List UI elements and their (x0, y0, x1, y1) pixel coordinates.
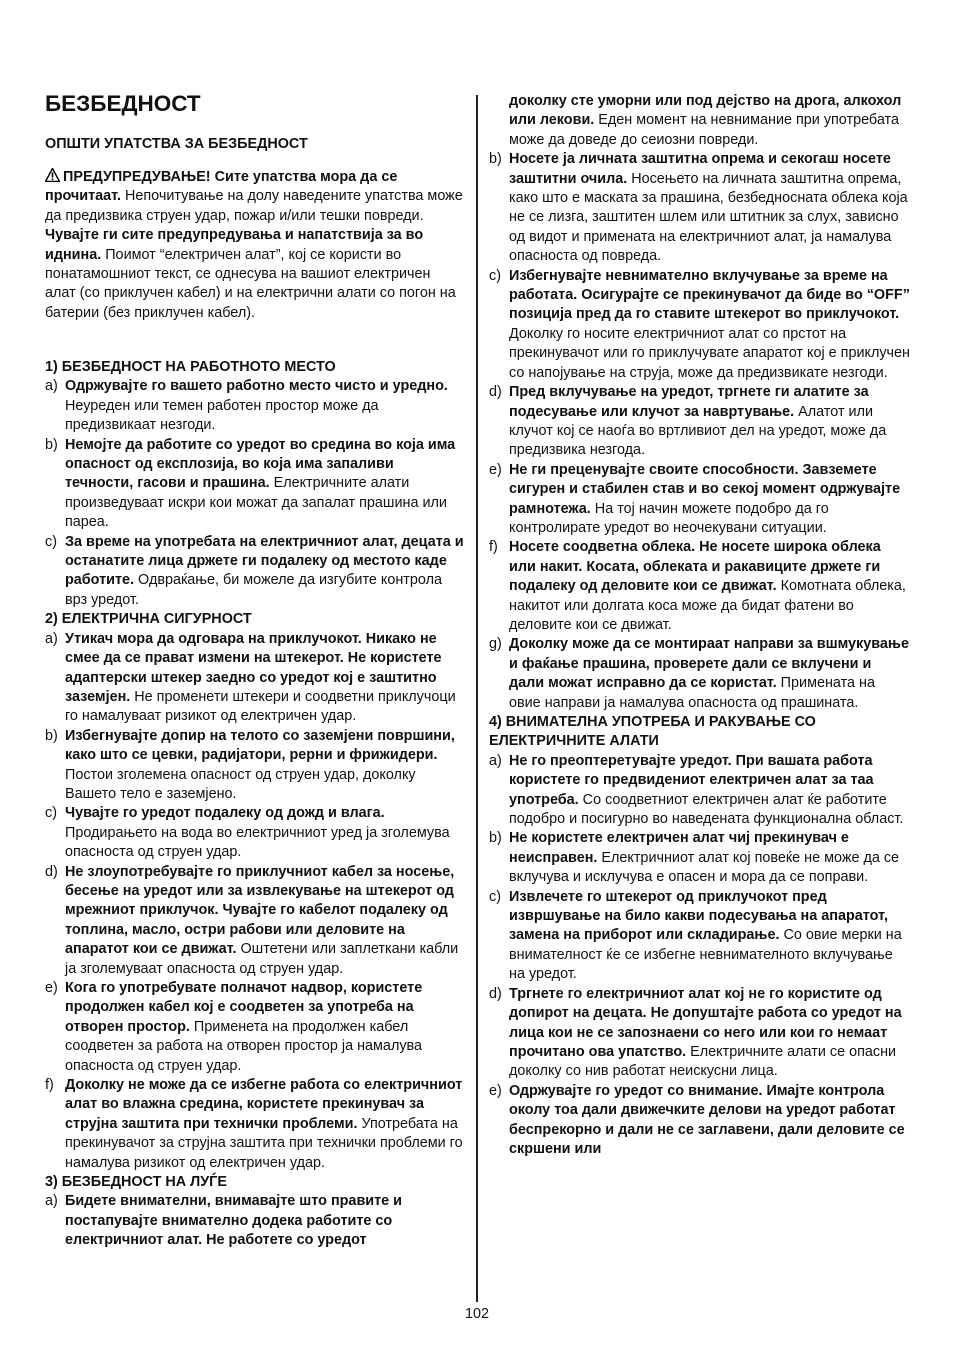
list-item-text: Носењето на личната заштитна опрема, како што е маската за прашина, безбедносната облека која не се лизга, заштитен шлем или штитник за слух, зависно од видот и примената на електричниот алат, ја намалува опасноста од повреда. (509, 170, 908, 265)
list-item-text: Употребата на прекинувачот за струјна заштита при технички проблеми го намалува ризикот од електричен удар. (65, 1115, 463, 1171)
list-item-label: c) (489, 267, 501, 284)
list-item-bold-text: Не користете електричен алат чиј прекинувач е неисправен. (509, 830, 849, 866)
list-item-label: a) (45, 630, 58, 647)
right-column (489, 92, 910, 1159)
section-subtitle: ОПШТИ УПАТСТВА ЗА БЕЗБЕДНОСТ (45, 136, 308, 152)
list-item-label: c) (45, 805, 57, 822)
list-item-bold-text: Избегнувајте невнимателно вклучување за време на работата. Осигурајте се прекинувачот да биде во “OFF” позиција пред да го ставите штекерот во приклучокот. (509, 267, 910, 323)
list-item (45, 1076, 465, 1173)
list-item-bold-text: Немојте да работите со уредот во средина во која има опасност од експлозија, во која има запаливи течности, гасови и прашина. (65, 436, 456, 492)
section-heading: 2) ЕЛЕКТРИЧНА СИГУРНОСТ (45, 611, 252, 628)
list-item-bold-text: Чувајте го уредот подалеку од дожд и влага. (65, 805, 385, 822)
list-item-label: e) (45, 980, 58, 996)
list-item (489, 635, 910, 713)
list-item-label: b) (489, 151, 502, 168)
list-item (489, 538, 910, 635)
list-item-bold-text: Одржувајте го вашето работно место чисто и уредно. (65, 378, 448, 395)
list-item-label: g) (489, 636, 502, 653)
list-item-label: d) (489, 985, 502, 1002)
list-item-continued: доколку сте уморни или под дејство на дрога, алкохол или лекови. Еден момент на невнимание при употребата може да доведе до сеиозни повреди. (509, 93, 902, 148)
list-item-text: Применета на продолжен кабел соодветен за работа на отворен простор ја намалува опасноста од струен удар. (65, 1018, 423, 1074)
list-item (489, 383, 910, 461)
list-item (45, 804, 465, 862)
list-item-text: Примената на овие направи ја намалува опасноста од прашината. (509, 675, 875, 711)
list-item-text: Комотната облека, накитот или долгата коса може да бидат фатени во деловите кои се движат. (509, 578, 906, 633)
list-item (45, 979, 465, 1076)
list-item-text: Одвраќање, би можеле да изгубите контрола врз уредот. (65, 572, 442, 608)
list-item-bold-text: Тргнете го електричниот алат кој не го користите од допирот на децата. Не допуштајте работа со уредот на лица кои не се запознаени со него или кои го немаат прочитано ова упатство. (509, 985, 902, 1060)
list-item-label: f) (45, 1077, 54, 1094)
list-item (489, 829, 910, 887)
list-item (489, 888, 910, 985)
list-item-bold-text: Не го преоптеретувајте уредот. При вашата работа користете го предвидениот електричен алат за таа употреба. (509, 752, 874, 808)
list-item-text: Електричните алати произведуваат искри кои можат да запалат прашина или пареа. (65, 475, 447, 531)
list-item-label: a) (45, 378, 58, 395)
list-item (489, 150, 910, 266)
list-item (489, 267, 910, 383)
list-item (489, 752, 910, 830)
list-item-bold-text: Избегнувајте допир на телото со заземјени површини, како што се цевки, радијатори, рерни и фрижидери. (65, 727, 455, 764)
list-item-bold-text: Извлечете го штекерот од приклучокот пред извршување на било какви подесувања на апаратот, замена на приборот или складирање. (509, 888, 888, 944)
list-item-bold-text: Утикач мора да одговара на приклучокот. Никако не смее да се прават измени на штекерот. Не користете адаптерски штекер заедно со уредот кој е заштитно заземјен. (65, 630, 442, 705)
warning-text-2: Поимот “електричен алат”, кој се користи во понатамошниот текст, се однесува на вашиот електричен алат (со приклучен кабел) и на електрични алати со погон на батерии (без приклучен кабел). (45, 246, 456, 321)
list-item-label: c) (489, 888, 501, 905)
list-item-bold-text: Носете соодветна облека. Не носете широка облека или накит. Косата, облеката и ракавиците држете ги подалеку од деловите кои се движат. (509, 539, 881, 595)
list-item-bold-text: За време на употребата на електричниот алат, децата и останатите лица држете ги подалеку од местото каде работите. (65, 533, 464, 589)
list-item-text: Електричниот алат кој повеќе не може да се вклучува и исклучува е опасен и мора да се поправи. (509, 849, 900, 886)
list-item (489, 1082, 910, 1160)
list-item-label: d) (45, 863, 58, 880)
list-item-bold-text: Доколку може да се монтираат направи за вшмукување и фаќање прашина, проверете дали се вклучени и дали можат исправно да се користат. (509, 636, 909, 692)
list-item-text: Електричните алати се опасни доколку со нив работат неискусни лица. (509, 1043, 897, 1080)
page-number: 102 (464, 1306, 489, 1322)
warning-paragraph (45, 168, 465, 323)
list-item-bold-text: Не злоупотребувајте го приклучниот кабел за носење, бесење на уредот или за извлекување на штекерот од мрежниот приклучок. Чувајте го кабелот подалеку од топлина, масло, остри рабови или деловите на апаратот кои се движат. (65, 863, 455, 958)
list-item-text: Со соодветниот електричен алат ќе работите подобро и посигурно во наведената функционална област. (509, 791, 904, 828)
list-item-text: Доколку го носите електричниот алат со прстот на прекинувачот или го приклучувате апаратот кој е приклучен со напојување на струја, може да предизвикате незгоди. (509, 325, 910, 381)
section-1 (45, 358, 465, 1251)
list-item-label: b) (45, 727, 58, 744)
warning-bold-1: ПРЕДУПРЕДУВАЊЕ! Сите упатства мора да се прочитаат. (45, 169, 398, 205)
list-item-text: Оштетени или заплеткани кабли ја зголемуваат опасноста од струен удар. (65, 941, 459, 977)
list-item-bold-text: Кога го употребувате полначот надвор, користете продолжен кабел кој е соодветен за употреба на отворен простор. (65, 980, 423, 1035)
column-divider (476, 95, 478, 1302)
list-item-text: Со овие мерки на внимателност ќе се избегне невнимателното вклучување на уредот. (509, 927, 902, 983)
list-item (45, 377, 465, 435)
list-item-label: b) (45, 436, 58, 453)
section-heading: 1) БЕЗБЕДНОСТ НА РАБОТНОТО МЕСТО (45, 359, 336, 375)
list-item (45, 533, 465, 611)
section-heading: 3) БЕЗБЕДНОСТ НА ЛУЃЕ (45, 1174, 227, 1191)
list-item: a) Бидете внимателни, внимавајте што правите и постапувајте внимателно додека работите со електричниот алат. Не работете со уредот (45, 1193, 403, 1249)
warning-bold-2: Чувајте ги сите предупредувања и напатствија за во иднина. (45, 227, 424, 263)
section-heading: 4) ВНИМАТЕЛНА УПОТРЕБА И РАКУВАЊЕ СО ЕЛЕКТРИЧНИТЕ АЛАТИ (489, 714, 816, 750)
list-item (489, 461, 910, 539)
list-item-label: e) (489, 461, 502, 478)
list-item-bold-text: Не ги преценувајте своите способности. Завземете сигурен и стабилен став и во секој момент одржувајте рамнотежа. (509, 461, 901, 517)
list-item-label: f) (489, 539, 498, 556)
list-item-text: Постои зголемена опасност од струен удар, доколку Вашето тело е заземјено. (65, 766, 416, 802)
list-item (489, 985, 910, 1082)
warning-text-1: Непочитување на долу наведените упатства може да предизвика струен удар, пожар и/или тешки повреди. (45, 188, 463, 224)
list-item (45, 863, 465, 979)
warning-triangle-icon (45, 168, 60, 182)
list-item-bold-text: Носете ја личната заштитна опрема и секогаш носете заштитни очила. (509, 151, 891, 187)
list-item-text: Не променети штекери и соодветни приклучоци го намалуваат ризикот од електричен удар. (65, 688, 456, 725)
list-item-bold-text: Доколку не може да се избегне работа со електричниот алат во влажна средина, користете прекинувач за струјна заштита при технички проблеми. (65, 1077, 463, 1132)
list-item (45, 630, 465, 727)
list-item-text: Алатот или клучот кој се наоѓа во вртливиот дел на уредот, може да предизвика незгода. (509, 403, 887, 459)
list-item-bold-text: Пред вклучување на уредот, тргнете ги алатите за подесување или клучот за навртување. (509, 384, 869, 420)
list-item-label: b) (489, 830, 502, 847)
page-title: БЕЗБЕДНОСТ (45, 91, 201, 116)
list-item-text: На тој начин можете подобро да го контролирате уредот во неочекувани ситуации. (509, 500, 829, 536)
list-item-text: Продирањето на вода во електричниот уред ја зголемува опасноста од струен удар. (65, 824, 450, 861)
list-item-text: Неуреден или темен работен простор може да предизвикаат незгоди. (65, 397, 379, 434)
list-item-label: e) (489, 1082, 502, 1099)
list-item (45, 436, 465, 533)
list-item-label: d) (489, 384, 502, 401)
list-item (45, 727, 465, 805)
list-item-label: a) (489, 752, 502, 769)
list-item-label: c) (45, 533, 57, 550)
list-item-bold-text: Одржувајте го уредот со внимание. Имајте контрола околу тоа дали движечките делови на уредот работат беспрекорно и дали не се заглавени, дали деловите се скршени или (509, 1082, 905, 1157)
